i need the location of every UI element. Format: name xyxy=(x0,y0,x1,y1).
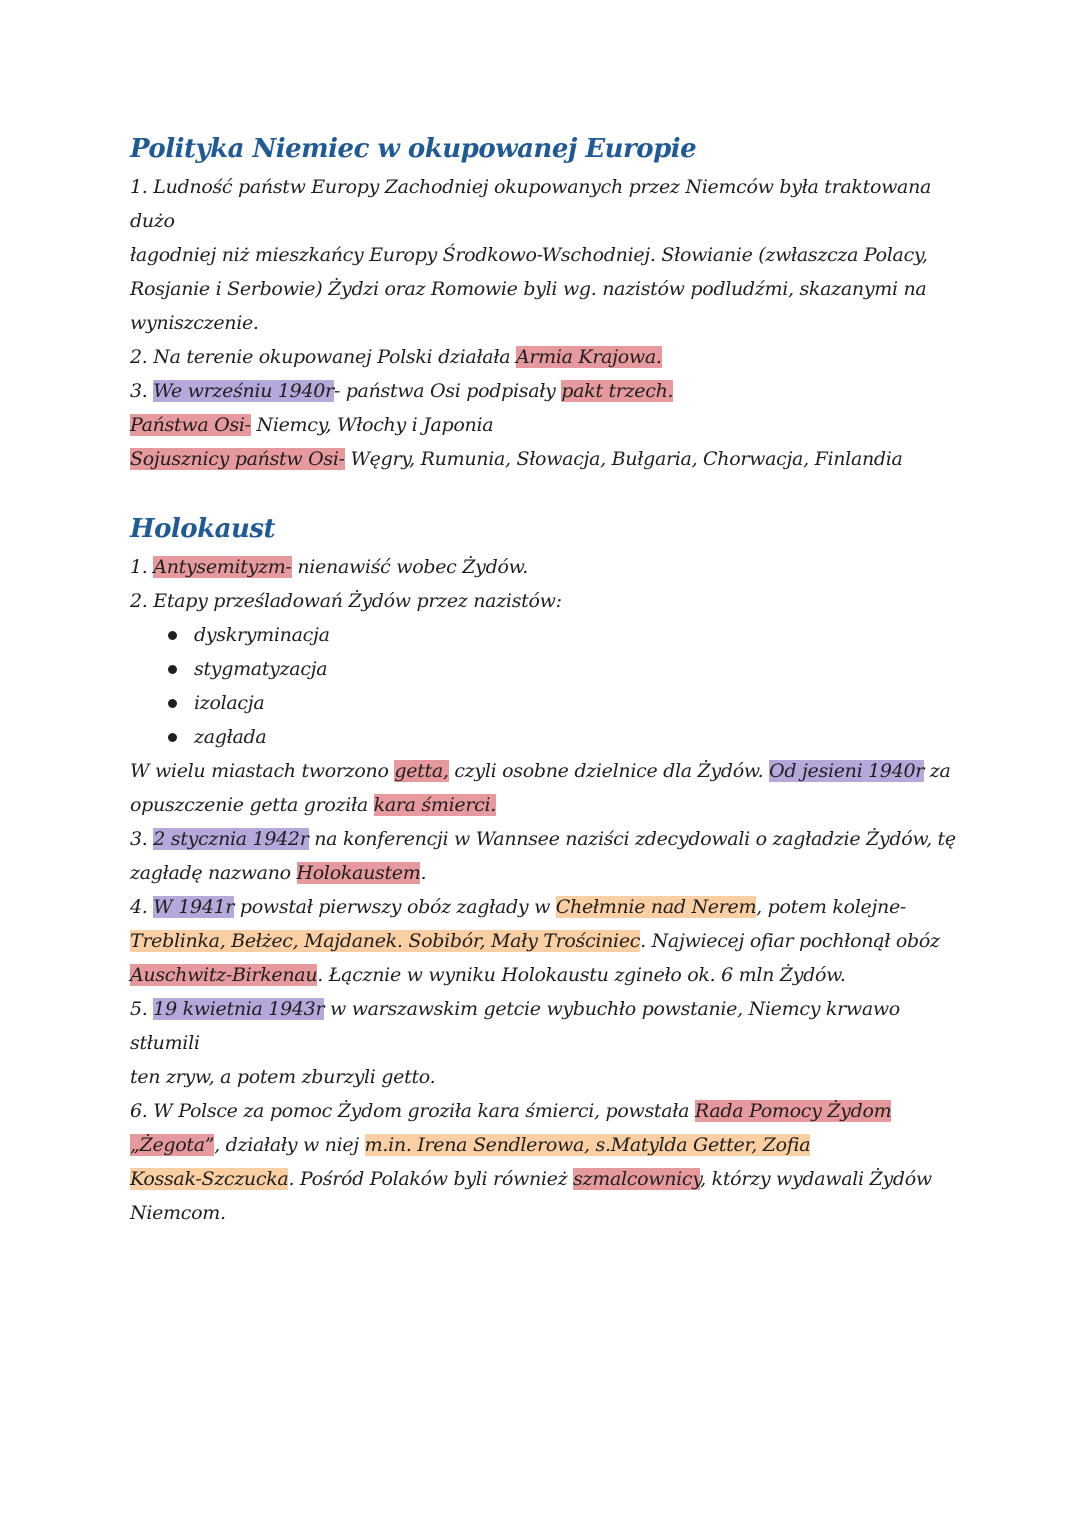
bullet-icon xyxy=(168,733,177,742)
paragraph-1-line: Rosjanie i Serbowie) Żydzi oraz Romowie byli wg. nazistów podludźmi, skazanymi na xyxy=(130,278,927,300)
highlight-camps: Treblinka, Bełżec, Majdanek. Sobibór, Mały Trościniec xyxy=(130,930,641,952)
paragraph-1-line: łagodniej niż mieszkańcy Europy Środkowo-Wschodniej. Słowianie (zwłaszcza Polacy, xyxy=(130,244,928,266)
highlight-antysemityzm: Antysemityzm- xyxy=(153,556,292,578)
list-item: izolacja xyxy=(152,686,960,720)
holokaust-paragraph-6-line-2: „Żegota”, działały w niej m.in. Irena Sendlerowa, s.Matylda Getter, Zofia xyxy=(130,1134,811,1156)
holokaust-paragraph-2: 2. Etapy prześladowań Żydów przez nazistów: xyxy=(130,590,562,612)
axis-allies-line xyxy=(130,442,960,476)
highlight-chelmno: Chełmnie nad Nerem xyxy=(555,896,757,918)
highlight-date: 2 stycznia 1942r xyxy=(153,828,309,850)
text: 1. xyxy=(130,556,154,578)
list-item: zagłada xyxy=(152,720,960,754)
text: Niemcy, Włochy i Japonia xyxy=(250,414,494,436)
holokaust-paragraph-6-line-1: 6. W Polsce za pomoc Żydom groziła kara śmierci, powstała Rada Pomocy Żydom xyxy=(130,1100,892,1122)
holokaust-paragraph-3-line-1: 3. 2 stycznia 1942r na konferencji w Wannsee naziści zdecydowali o zagładzie Żydów, tę xyxy=(130,828,956,850)
list-item: dyskryminacja xyxy=(152,618,960,652)
highlight-zegota: „Żegota” xyxy=(130,1134,215,1156)
highlight-date: W 1941r xyxy=(153,896,235,918)
highlight-date: We wrześniu 1940r xyxy=(153,380,334,402)
highlight-kara-smierci: kara śmierci. xyxy=(373,794,496,816)
holokaust-paragraph-5-line-1: 5. 19 kwietnia 1943r w warszawskim getcie wybuchło powstanie, Niemcy krwawo stłumili xyxy=(130,998,900,1054)
holokaust-paragraph-5-line-2: ten zryw, a potem zburzyli getto. xyxy=(130,1066,436,1088)
holokaust-paragraph-3-line-2: zagładę nazwano Holokaustem. xyxy=(130,862,427,884)
highlight-szmalcownicy: szmalcownicy xyxy=(573,1168,701,1190)
text: 3. xyxy=(130,380,154,402)
bullet-icon xyxy=(168,665,177,674)
bullet-icon xyxy=(168,631,177,640)
text: Węgry, Rumunia, Słowacja, Bułgaria, Chorwacja, Finlandia xyxy=(344,448,903,470)
holokaust-paragraph-1 xyxy=(130,550,960,584)
ghetto-line-1: W wielu miastach tworzono getta, czyli osobne dzielnice dla Żydów. Od jesieni 1940r za xyxy=(130,760,951,782)
text: 2. Na terenie okupowanej Polski działała xyxy=(130,346,516,368)
highlight-names: m.in. Irena Sendlerowa, s.Matylda Getter, Zofia xyxy=(364,1134,811,1156)
paragraph-1-line: 1. Ludność państw Europy Zachodniej okupowanych przez Niemców była traktowana dużo xyxy=(130,176,932,232)
highlight-holokaustem: Holokaustem xyxy=(296,862,421,884)
highlight-date: Od jesieni 1940r xyxy=(769,760,925,782)
paragraph-2 xyxy=(130,340,960,374)
paragraph-1-line: wyniszczenie. xyxy=(130,312,259,334)
document-page xyxy=(130,128,960,1230)
ghetto-line-2: opuszczenie getta groziła kara śmierci. xyxy=(130,794,496,816)
section-title-polityka: Polityka Niemiec w okupowanej Europie xyxy=(130,134,697,164)
axis-states-line xyxy=(130,408,960,442)
stages-list xyxy=(130,618,960,754)
highlight-rada-pomocy: Rada Pomocy Żydom xyxy=(694,1100,892,1122)
highlight-date: 19 kwietnia 1943r xyxy=(153,998,325,1020)
text: nienawiść wobec Żydów. xyxy=(291,556,529,578)
list-item: stygmatyzacja xyxy=(152,652,960,686)
holokaust-paragraph-4-line-3: Auschwitz-Birkenau. Łącznie w wyniku Holokaustu zgineło ok. 6 mln Żydów. xyxy=(130,964,846,986)
section-title-holokaust: Holokaust xyxy=(130,514,276,544)
highlight-kossak: Kossak-Szczucka xyxy=(130,1168,289,1190)
highlight-getta: getta, xyxy=(394,760,449,782)
highlight-pact: pakt trzech. xyxy=(561,380,674,402)
highlight-allies-label: Sojusznicy państw Osi- xyxy=(130,448,345,470)
bullet-icon xyxy=(168,699,177,708)
highlight-auschwitz: Auschwitz-Birkenau xyxy=(130,964,318,986)
holokaust-paragraph-6-line-4: Niemcom. xyxy=(130,1202,226,1224)
paragraph-3 xyxy=(130,374,960,408)
highlight-axis-label: Państwa Osi- xyxy=(130,414,251,436)
holokaust-paragraph-4-line-2: Treblinka, Bełżec, Majdanek. Sobibór, Mały Trościniec. Najwiecej ofiar pochłonął obóz xyxy=(130,930,940,952)
text: - państwa Osi podpisały xyxy=(333,380,562,402)
holokaust-paragraph-4-line-1: 4. W 1941r powstał pierwszy obóz zagłady w Chełmnie nad Nerem, potem kolejne- xyxy=(130,896,907,918)
holokaust-paragraph-6-line-3: Kossak-Szczucka. Pośród Polaków byli również szmalcownicy, którzy wydawali Żydów xyxy=(130,1168,932,1190)
highlight-armia-krajowa: Armia Krajowa. xyxy=(515,346,662,368)
